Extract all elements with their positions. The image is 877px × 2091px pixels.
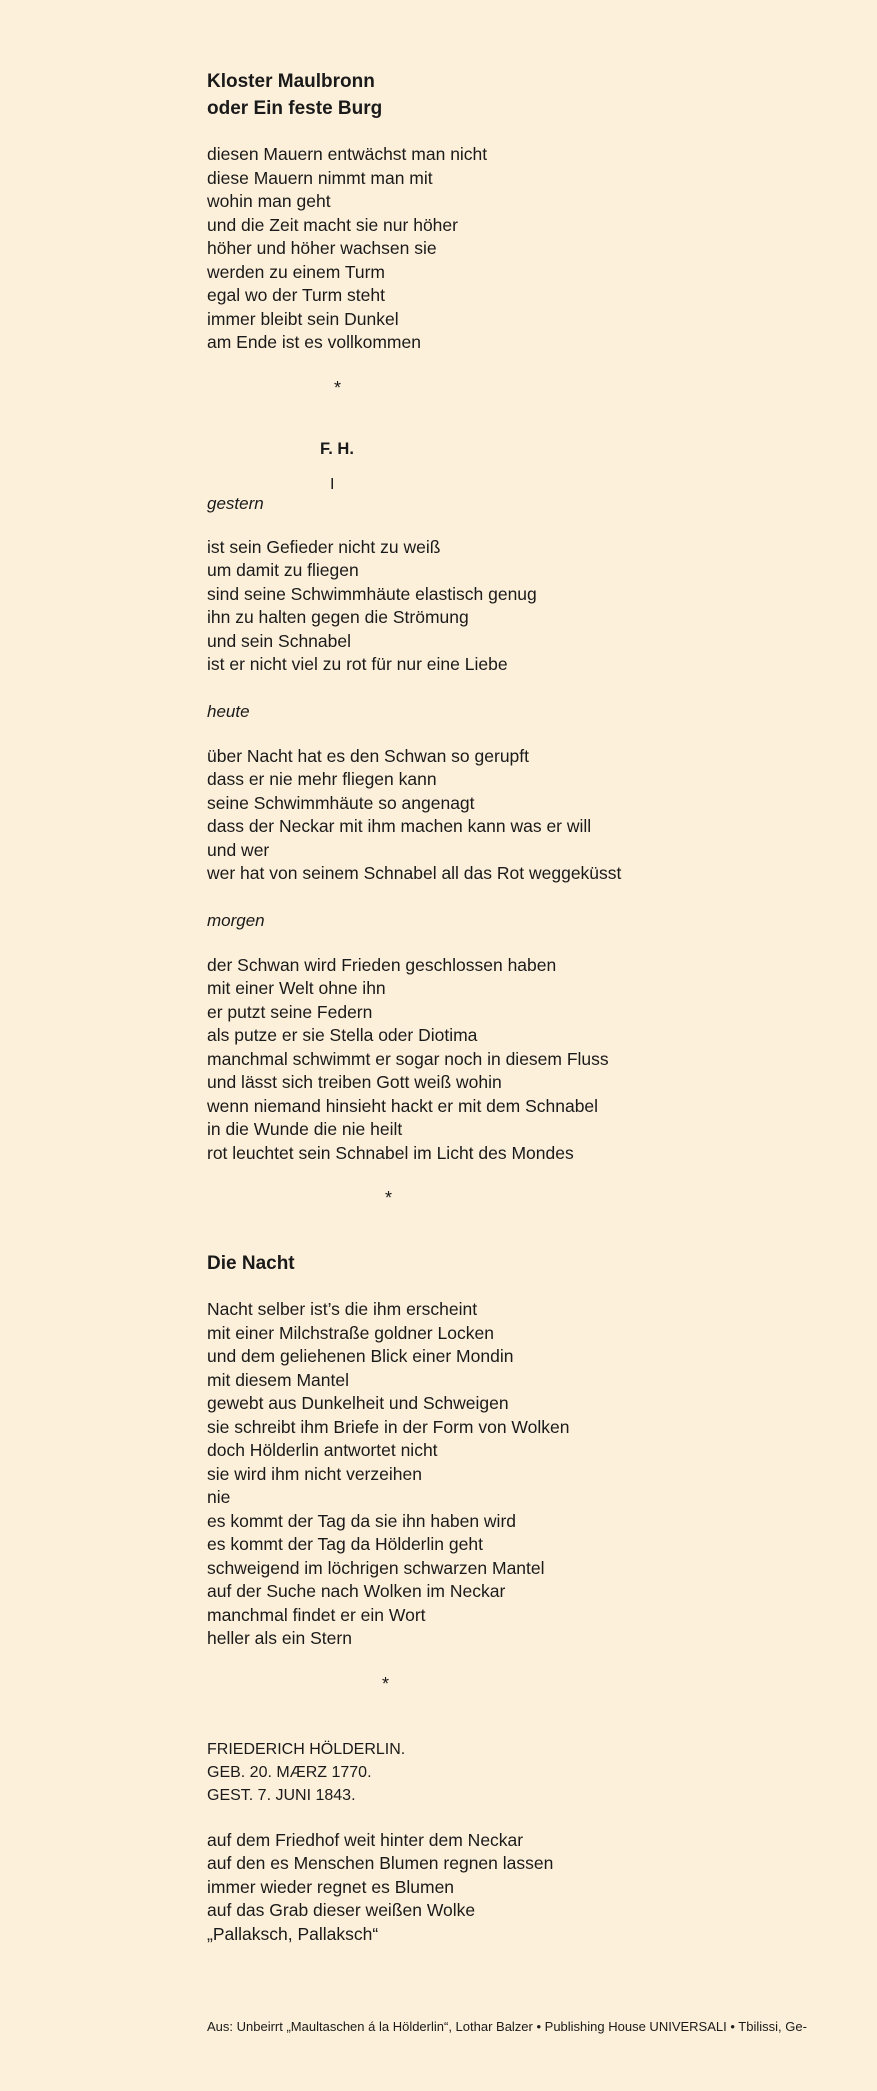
poem-line: wer hat von seinem Schnabel all das Rot weggeküsst: [207, 863, 622, 883]
poem-line: und die Zeit macht sie nur höher: [207, 214, 458, 235]
inscription-line: GEB. 20. MÆRZ 1770.: [207, 1763, 372, 1781]
poem-line: manchmal schwimmt er sogar noch in diesem Fluss: [207, 1048, 609, 1069]
section-numeral: I: [330, 475, 335, 493]
poem-line: mit einer Welt ohne ihn: [207, 978, 386, 998]
poem-line: rot leuchtet sein Schnabel im Licht des Mondes: [207, 1142, 574, 1163]
die-nacht-stanza: [207, 1298, 847, 1651]
poem-line: egal wo der Turm steht: [207, 285, 385, 305]
poem-line: und wer: [207, 839, 270, 860]
poem-line: immer wieder regnet es Blumen: [207, 1876, 455, 1897]
poem-line: auf der Suche nach Wolken im Neckar: [207, 1581, 506, 1601]
poem1-stanza: [207, 143, 847, 355]
poem-line: manchmal findet er ein Wort: [207, 1604, 426, 1625]
section-label-heute: heute: [207, 701, 250, 721]
poem-line: als putze er sie Stella oder Diotima: [207, 1025, 478, 1045]
source-citation: Aus: Unbeirrt „Maultaschen á la Hölderlin“, Lothar Balzer • Publishing House UNIVERSALI • Tbilissi, Ge-: [207, 2019, 807, 2034]
poem-line: werden zu einem Turm: [207, 261, 385, 282]
poem-line: und sein Schnabel: [207, 630, 351, 651]
poem-line: „Pallaksch, Pallaksch“: [207, 1923, 379, 1944]
poem-line: in die Wunde die nie heilt: [207, 1119, 403, 1139]
poem-line: gewebt aus Dunkelheit und Schweigen: [207, 1393, 509, 1413]
poem-line: es kommt der Tag da sie ihn haben wird: [207, 1510, 517, 1531]
poem-line: höher und höher wachsen sie: [207, 238, 437, 258]
inscription-line: GEST. 7. JUNI 1843.: [207, 1786, 356, 1804]
poem-line: wenn niemand hinsieht hackt er mit dem Schnabel: [207, 1095, 599, 1116]
poem-line: dass der Neckar mit ihm machen kann was er will: [207, 816, 592, 836]
poem-line: sie wird ihm nicht verzeihen: [207, 1463, 422, 1484]
poem-line: der Schwan wird Frieden geschlossen haben: [207, 954, 557, 975]
poem-line: auf den es Menschen Blumen regnen lassen: [207, 1853, 554, 1873]
poem-title-fh: F. H.: [320, 439, 354, 458]
poem-line: und dem geliehenen Blick einer Mondin: [207, 1346, 514, 1366]
poem-line: über Nacht hat es den Schwan so gerupft: [207, 745, 530, 766]
poem-line: diesen Mauern entwächst man nicht: [207, 144, 488, 164]
poem-line: ist er nicht viel zu rot für nur eine Liebe: [207, 654, 508, 674]
poem-line: ist sein Gefieder nicht zu weiß: [207, 536, 441, 557]
gestern-stanza: [207, 536, 847, 677]
poem-line: wohin man geht: [207, 191, 331, 211]
heute-stanza: [207, 745, 847, 886]
poem-line: nie: [207, 1487, 231, 1507]
section-label-morgen: morgen: [207, 910, 265, 930]
poem-line: am Ende ist es vollkommen: [207, 332, 421, 352]
poem-line: mit diesem Mantel: [207, 1369, 349, 1390]
friedhof-stanza: [207, 1829, 847, 1947]
title-line: Kloster Maulbronn: [207, 71, 375, 92]
morgen-stanza: [207, 954, 847, 1166]
poem-line: auf das Grab dieser weißen Wolke: [207, 1900, 476, 1920]
title-line: oder Ein feste Burg: [207, 98, 383, 119]
section-label-gestern: gestern: [207, 493, 264, 513]
poem-line: dass er nie mehr fliegen kann: [207, 769, 437, 789]
poems-page: [207, 68, 847, 1946]
poem-line: sie schreibt ihm Briefe in der Form von Wolken: [207, 1416, 570, 1437]
poem-line: es kommt der Tag da Hölderlin geht: [207, 1534, 483, 1554]
poem-line: immer bleibt sein Dunkel: [207, 308, 399, 329]
poem-line: seine Schwimmhäute so angenagt: [207, 792, 475, 813]
poem-line: heller als ein Stern: [207, 1628, 352, 1648]
poem-line: mit einer Milchstraße goldner Locken: [207, 1322, 494, 1343]
section-separator: *: [334, 377, 342, 398]
poem-line: diese Mauern nimmt man mit: [207, 167, 433, 188]
poem-line: Nacht selber ist’s die ihm erscheint: [207, 1299, 478, 1319]
grave-inscription: [207, 1738, 847, 1807]
poem-title-kloster-maulbronn: [207, 68, 847, 122]
section-separator: *: [385, 1188, 393, 1208]
section-separator: *: [382, 1673, 390, 1694]
poem-line: um damit zu fliegen: [207, 560, 359, 580]
poem-line: sind seine Schwimmhäute elastisch genug: [207, 583, 537, 604]
poem-line: er putzt seine Federn: [207, 1001, 373, 1022]
poem-line: auf dem Friedhof weit hinter dem Neckar: [207, 1829, 524, 1850]
poem-line: ihn zu halten gegen die Strömung: [207, 607, 469, 627]
poem-line: schweigend im löchrigen schwarzen Mantel: [207, 1557, 545, 1578]
poem-line: doch Hölderlin antwortet nicht: [207, 1440, 438, 1460]
poem-title-die-nacht: Die Nacht: [207, 1253, 295, 1274]
poem-line: und lässt sich treiben Gott weiß wohin: [207, 1072, 502, 1092]
inscription-line: FRIEDERICH HÖLDERLIN.: [207, 1740, 406, 1758]
